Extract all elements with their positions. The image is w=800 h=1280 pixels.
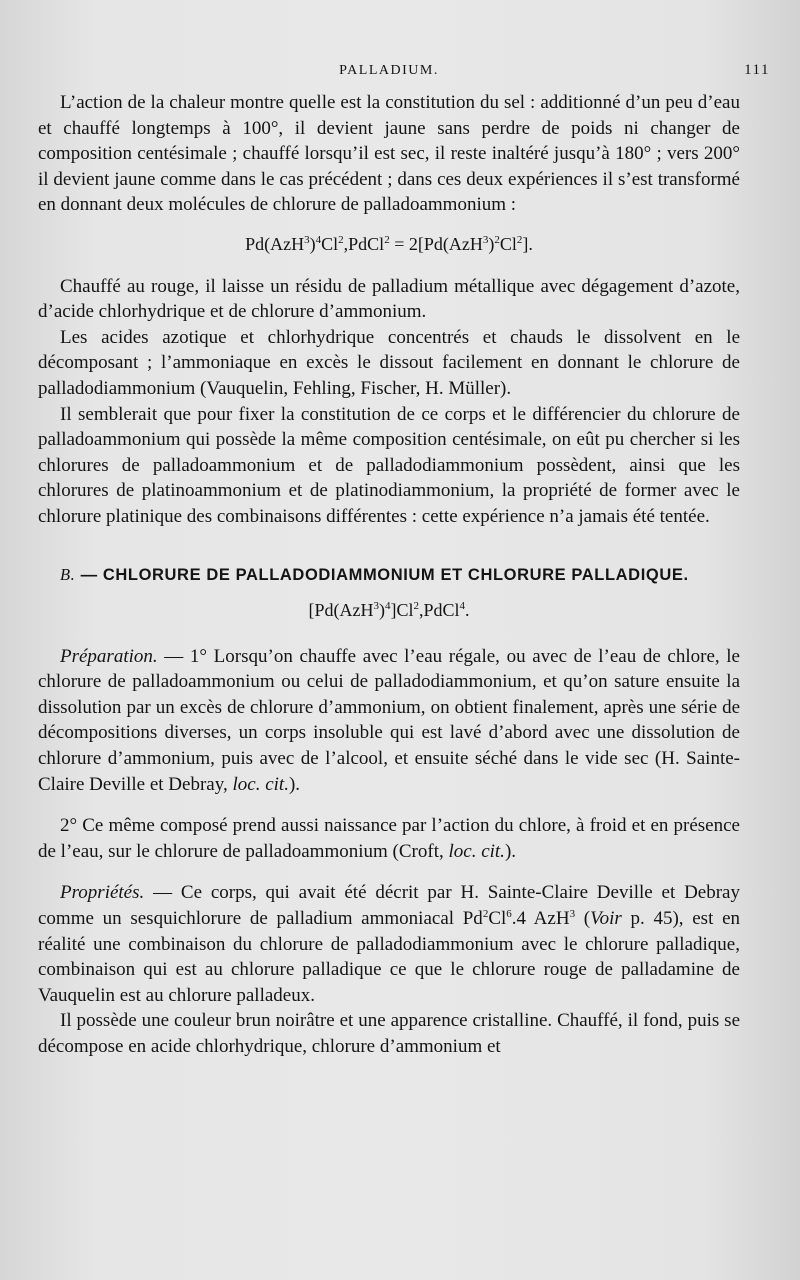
eq-sup: 3 [482,233,489,246]
running-title: PALLADIUM. [339,63,439,78]
paragraph-acids: Les acides azotique et chlorhydrique concentrés et chauds le dissolvent en le décomposant ; l’ammoniaque en excès le dissout facilement en donnant le chlorure de palladodiammonium (Vauquelin, Fehling, Fischer, H. Müller). [38,326,740,399]
eq-sup: 4 [315,233,322,246]
eq-sup: 3 [373,600,379,613]
decomposition-equation [38,232,740,258]
eq-text: Cl [321,233,339,254]
eq-sup: 4 [459,600,466,613]
eq-text: ) [378,600,385,621]
page-number: 111 [744,62,770,78]
paragraph-heat-action: L’action de la chaleur montre quelle est la constitution du sel : additionné d’un peu d’eau et chauffé longtemps à 100°, il devient jaune sans perdre de poids ni changer de composition centésimale ; chauffé lorsqu’il est sec, il reste inaltéré jusqu’à 180° ; vers 200° il devient jaune comme dans le cas précédent ; dans ces deux expériences il s’est transformé en donnant deux molécules de chlorure de palladoammonium : [38,92,740,216]
text-sup: 2 [482,908,489,921]
paragraph-constitution: Il semblerait que pour fixer la constitution de ce corps et le différencier du chlorure de palladoammonium qui possède la même composition centésimale, on eût pu chercher si les chlorures de palladoammonium et de palladodiammonium possèdent, ainsi que les chlorures de platinoammonium et de platinodiammonium, la propriété de former avec le chlorure platinique des combinaisons différentes : cette expérience n’a jamais été tentée. [38,403,740,527]
eq-sup: 2 [516,233,523,246]
paragraph-preparation-1 [38,644,740,798]
eq-sup: 3 [304,233,310,246]
text-sup: 6 [506,908,512,921]
eq-text: Pd(AzH [245,233,305,254]
eq-text: ]. [522,233,533,254]
paragraph-preparation-2 [38,813,740,864]
voir-reference: Voir [590,908,622,930]
eq-sup: 2 [384,233,390,246]
paragraph-color: Il possède une couleur brun noirâtre et une apparence cristalline. Chauffé, il fond, puis se décompose en acide chlorhydrique, chlorure d’ammonium et [38,1010,740,1057]
eq-sup: 4 [384,600,391,613]
eq-text: ) [488,233,495,254]
eq-text: Cl [499,233,517,254]
eq-text: [Pd(AzH [308,600,374,621]
preparation-label: Préparation. [60,645,158,667]
eq-text: ,PdCl [418,600,460,621]
text-run: — Ce corps, qui avait été décrit par H. Sainte-Claire Deville et Debray comme un sesquichlorure de palladium ammoniacal Pd [38,882,740,930]
citation: loc. cit. [448,840,505,862]
eq-text: 2[Pd(AzH [408,233,483,254]
text-run: Cl [488,908,507,930]
text-run: .4 AzH [511,908,570,930]
text-run: — 1° Lorsqu’on chauffe avec l’eau régale, ou avec de l’eau de chlore, le chlorure de palladoammonium ou celui de palladodiammonium, et qu’on sature ensuite la dissolution par un excès de chlorure d’ammonium, on obtient finalement, après une série de décompositions diverses, un corps insoluble qui est lavé d’abord avec une dissolution de chlorure d’ammonium, puis avec de l’alcool, et ensuite séché dans le vide sec (H. Sainte-Claire Deville et Debray, [38,645,740,795]
running-head [38,58,770,82]
section-dash: — [75,565,103,584]
eq-sup: 2 [338,233,344,246]
paragraph-properties [38,880,740,1008]
section-title: CHLORURE DE PALLADODIAMMONIUM ET CHLORURE PALLADIQUE. [102,565,689,584]
text-run: ). [288,773,301,795]
properties-label: Propriétés. [60,882,145,904]
compound-formula [38,598,740,624]
text-run: ( [575,908,591,930]
section-letter: B. [60,564,76,584]
text-sup: 3 [569,908,576,921]
text-run: 2° Ce même composé prend aussi naissance par l’action du chlore, à froid et en présence de l’eau, sur le chlorure de palladoammonium (Croft, [38,815,740,862]
paragraph-red-heat: Chauffé au rouge, il laisse un résidu de palladium métallique avec dégagement d’azote, d’acide chlorhydrique et de chlorure d’ammonium. [38,275,740,323]
eq-sup: 2 [413,600,419,613]
eq-text: ,PdCl [343,233,385,254]
text-run: p. 45), est en réalité une combinaison du chlorure de palladodiammonium avec le chlorure palladique, combinaison qui est au chlorure palladique ce que le chlorure rouge de palladamine de Vauquelin est au chlorure palladeux. [38,908,741,1006]
section-heading [38,562,740,589]
eq-text: . [465,600,470,621]
citation: loc. cit. [232,773,289,795]
text-run: ). [504,840,517,862]
eq-text: = [389,233,409,254]
eq-sup: 2 [494,233,500,246]
eq-text: ) [309,233,316,254]
eq-text: ]Cl [390,600,414,621]
